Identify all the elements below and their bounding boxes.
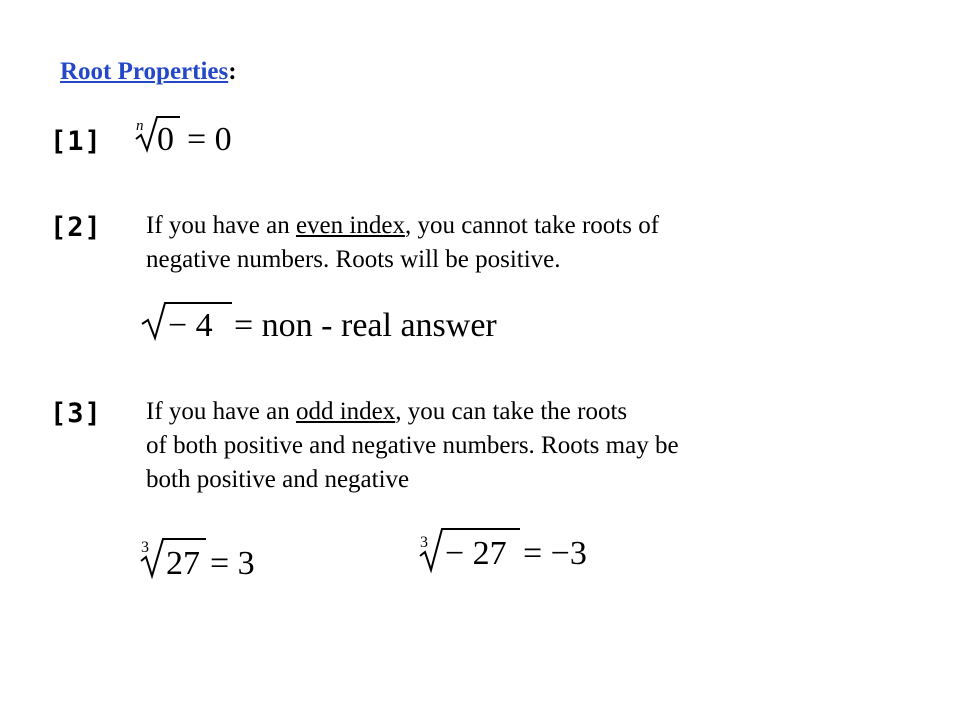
property-3-line-1: If you have an odd index, you can take the roots (146, 398, 628, 425)
odd-index-term: odd index (295, 398, 396, 425)
title-colon: : (228, 58, 237, 85)
property-marker-1: [1] (50, 126, 102, 157)
equation-rhs: = −3 (523, 535, 587, 572)
equation-rhs: = non - real answer (234, 307, 497, 344)
radicand: 27 (166, 545, 200, 582)
property-3-line-3: both positive and negative (146, 466, 410, 493)
equation-rhs: = 0 (187, 121, 232, 158)
property-3-text (146, 395, 679, 497)
page-title (60, 58, 237, 86)
equation-rhs: = 3 (210, 545, 255, 582)
equation-nth-root-of-zero (130, 108, 250, 158)
equation-sqrt-negative-four (136, 296, 536, 346)
radicand: 0 (157, 121, 174, 158)
property-3-line-2: of both positive and negative numbers. Roots may be (146, 432, 679, 459)
equation-cube-root-27 (136, 528, 296, 583)
even-index-term: even index (295, 212, 405, 239)
property-2-line-1: If you have an even index, you cannot take roots of (146, 212, 660, 239)
title-text: Root Properties (60, 58, 229, 85)
property-2-text (146, 209, 659, 277)
property-2-line-2: negative numbers. Roots will be positive. (146, 246, 561, 273)
root-index: 3 (420, 534, 428, 551)
property-marker-3: [3] (50, 398, 102, 429)
root-index: 3 (141, 539, 149, 556)
equation-cube-root-negative-27 (414, 520, 614, 575)
radicand: − 4 (168, 307, 213, 344)
property-marker-2: [2] (50, 212, 102, 243)
radicand: − 27 (445, 535, 507, 572)
root-index: n (136, 118, 144, 134)
